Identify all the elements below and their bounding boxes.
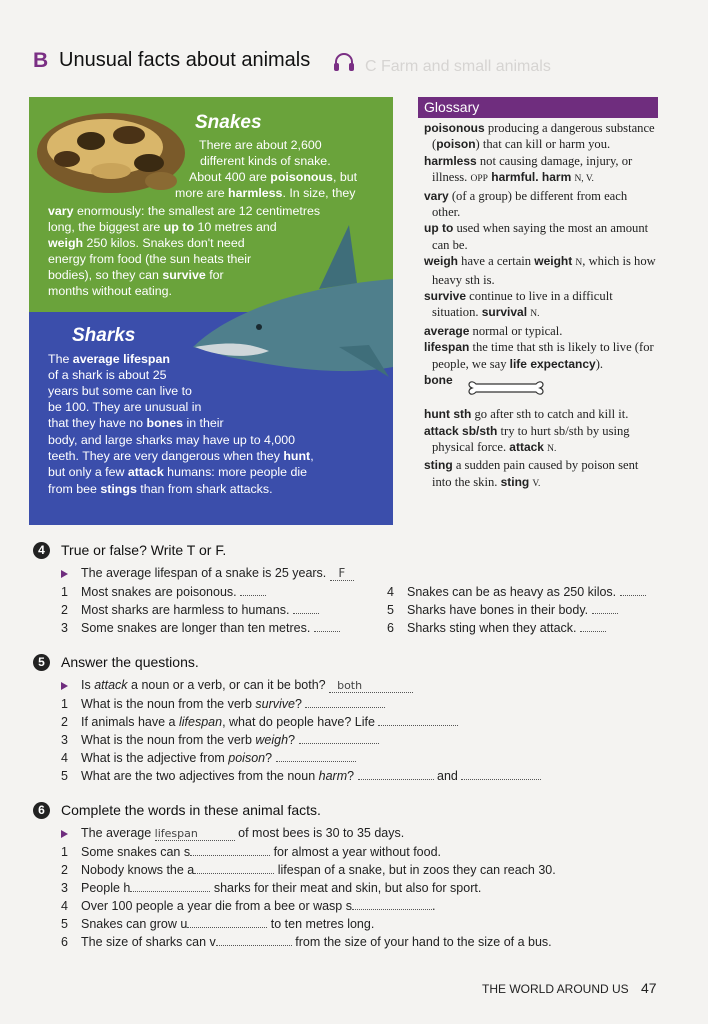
glossary-entry: average normal or typical.	[424, 323, 563, 338]
exercise-4-item: 5 Sharks have bones in their body.	[387, 602, 618, 617]
snakes-text-10: months without eating.	[48, 284, 172, 298]
sharks-text-1: The average lifespan	[48, 352, 170, 366]
exercise-5-item: 3 What is the noun from the verb weigh?	[61, 732, 379, 747]
snakes-text-8: energy from food (the sun heats their	[48, 252, 252, 266]
section-title: Unusual facts about animals	[59, 49, 311, 71]
snakes-title: Snakes	[195, 112, 262, 133]
glossary-entry: attack sb/sth try to hurt sb/sth by using physical force. attack N.	[424, 423, 630, 454]
exercise-5-item: 2 If animals have a lifespan, what do people have? Life	[61, 714, 458, 729]
exercise-6-item: 1 Some snakes can s for almost a year without food.	[61, 845, 442, 859]
exercise-4-number: 4	[33, 542, 50, 559]
answer-field[interactable]	[378, 714, 458, 726]
footer-label: THE WORLD AROUND US	[482, 982, 629, 996]
exercise-6-item: 5 Snakes can grow u to ten metres long.	[61, 917, 375, 931]
answer-field[interactable]	[358, 768, 434, 780]
exercise-5-item: 1 What is the noun from the verb survive?	[61, 696, 385, 711]
snakes-text-5: vary enormously: the smallest are 12 centimetres	[48, 204, 321, 218]
snakes-text-1: There are about 2,600	[199, 138, 322, 152]
sharks-text-2: of a shark is about 25	[48, 368, 167, 382]
exercise-6-example: The average lifespan of most bees is 30 to 35 days.	[61, 826, 404, 841]
exercise-4-item: 3 Some snakes are longer than ten metres.	[61, 620, 340, 635]
exercise-6-item: 4 Over 100 people a year die from a bee or wasp s .	[61, 899, 436, 913]
answer-field[interactable]	[194, 862, 274, 874]
answer-field[interactable]	[305, 696, 385, 708]
show-through-heading: C Farm and small animals	[365, 58, 551, 75]
exercise-4-example: The average lifespan of a snake is 25 years. F	[61, 566, 354, 581]
glossary-entry: bone	[418, 372, 658, 406]
glossary-entry: harmless not causing damage, injury, or illness. OPP harmful. harm N, V.	[424, 153, 633, 185]
answer-field[interactable]	[620, 584, 646, 596]
snakes-text-7: weigh 250 kilos. Snakes don't need	[48, 236, 245, 250]
glossary-entry: poisonous producing a dangerous substance (poison) that can kill or harm you.	[424, 121, 655, 152]
answer-field[interactable]	[216, 934, 292, 946]
glossary-entry: lifespan the time that sth is likely to live (for people, we say life expectancy).	[424, 340, 654, 371]
answer-field[interactable]	[592, 602, 618, 614]
answer-field[interactable]	[299, 732, 379, 744]
exercise-6-item: 6 The size of sharks can v from the size of your hand to the size of a bus.	[61, 935, 552, 949]
exercise-6-item: 2 Nobody knows the a lifespan of a snake, but in zoos they can reach 30.	[61, 863, 556, 877]
exercise-5-number: 5	[33, 654, 50, 671]
answer-field[interactable]	[461, 768, 541, 780]
headphones-icon[interactable]	[333, 52, 355, 72]
exercise-5-title: Answer the questions.	[61, 654, 199, 670]
sharks-text-3: years but some can live to	[48, 384, 192, 398]
glossary	[418, 97, 658, 492]
glossary-entry: vary (of a group) be different from each other.	[424, 188, 628, 220]
glossary-entry: sting a sudden pain caused by poison sent into the skin. sting V.	[424, 458, 639, 489]
sharks-text-4: be 100. They are unusual in	[48, 400, 202, 414]
exercise-6-item: 3 People h sharks for their meat and skin, but also for sport.	[61, 881, 482, 895]
answer-field[interactable]	[352, 898, 432, 910]
snakes-text-3: About 400 are poisonous, but	[189, 170, 358, 184]
arrow-icon	[61, 830, 68, 838]
snake-image	[31, 101, 189, 201]
exercise-6-number: 6	[33, 802, 50, 819]
snakes-text-9: bodies), so they can survive for	[48, 268, 224, 282]
glossary-entry: survive continue to live in a difficult situation. survival N.	[424, 289, 613, 320]
snakes-text-2: different kinds of snake.	[200, 154, 331, 168]
glossary-entry: up to used when saying the most an amount can be.	[424, 221, 649, 252]
exercise-5-item: 4 What is the adjective from poison?	[61, 750, 356, 765]
glossary-title: Glossary	[418, 97, 658, 118]
snakes-text-6: long, the biggest are up to 10 metres and	[48, 220, 277, 234]
answer-field[interactable]	[240, 584, 266, 596]
answer-field[interactable]: lifespan	[155, 827, 235, 841]
glossary-entry: weigh have a certain weight N, which is how heavy sth is.	[424, 254, 656, 287]
glossary-entry: hunt sth go after sth to catch and kill it.	[424, 407, 629, 422]
sharks-text-7: teeth. They are very dangerous when they hunt,	[48, 449, 314, 463]
answer-field[interactable]	[187, 916, 267, 928]
snakes-text-4: more are harmless. In size, they	[175, 186, 356, 200]
exercise-4-item: 2 Most sharks are harmless to humans.	[61, 602, 319, 617]
answer-field[interactable]: both	[329, 679, 413, 693]
glossary-list	[418, 120, 658, 492]
exercise-4-item: 1 Most snakes are poisonous.	[61, 584, 266, 599]
answer-field[interactable]: F	[330, 566, 354, 581]
sharks-text-8: but only a few attack humans: more people die	[48, 465, 308, 479]
answer-field[interactable]	[293, 602, 319, 614]
answer-field[interactable]	[276, 750, 356, 762]
bone-icon	[466, 376, 546, 400]
answer-field[interactable]	[580, 620, 606, 632]
exercise-5-item: 5 What are the two adjectives from the noun harm? and	[61, 768, 541, 783]
arrow-icon	[61, 570, 68, 578]
answer-field[interactable]	[190, 844, 270, 856]
answer-field[interactable]	[314, 620, 340, 632]
section-letter: B	[33, 49, 49, 72]
exercise-4-item: 4 Snakes can be as heavy as 250 kilos.	[387, 584, 646, 599]
exercise-6-title: Complete the words in these animal facts.	[61, 802, 321, 818]
sharks-text-6: body, and large sharks may have up to 4,000	[48, 433, 296, 447]
answer-field[interactable]	[130, 880, 210, 892]
sharks-text-9: from bee stings than from shark attacks.	[48, 482, 273, 496]
info-box	[29, 97, 393, 525]
exercise-4-title: True or false? Write T or F.	[61, 542, 227, 558]
sharks-text-5: that they have no bones in their	[48, 416, 224, 430]
page-number: 47	[641, 980, 657, 996]
sharks-title: Sharks	[72, 325, 136, 346]
arrow-icon	[61, 682, 68, 690]
exercise-5-example: Is attack a noun or a verb, or can it be both? both	[61, 678, 413, 693]
exercise-4-item: 6 Sharks sting when they attack.	[387, 620, 606, 635]
